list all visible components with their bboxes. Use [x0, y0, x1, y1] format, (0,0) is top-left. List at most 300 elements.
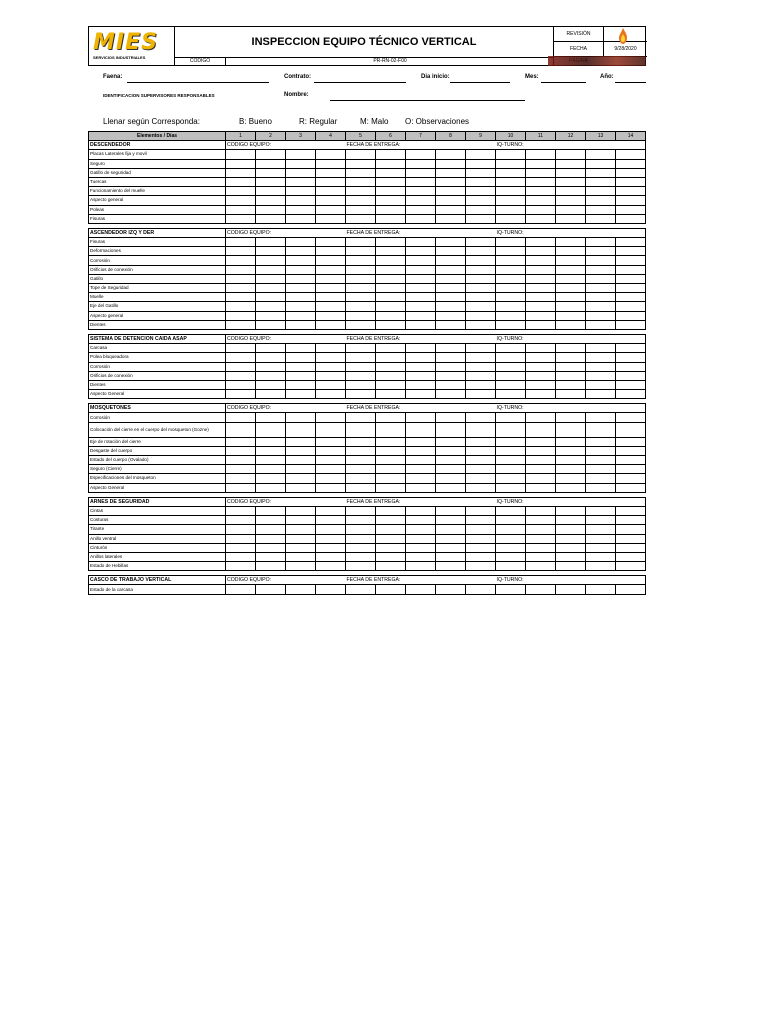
- check-cell-day-7[interactable]: [406, 205, 436, 214]
- check-cell-day-6[interactable]: [376, 456, 406, 465]
- check-cell-day-4[interactable]: [316, 446, 346, 455]
- check-cell-day-14[interactable]: [616, 284, 646, 293]
- check-cell-day-3[interactable]: [286, 413, 316, 422]
- check-cell-day-2[interactable]: [256, 150, 286, 159]
- check-cell-day-1[interactable]: [226, 474, 256, 483]
- check-cell-day-4[interactable]: [316, 437, 346, 446]
- check-cell-day-4[interactable]: [316, 353, 346, 362]
- check-cell-day-2[interactable]: [256, 196, 286, 205]
- check-cell-day-4[interactable]: [316, 562, 346, 571]
- check-cell-day-13[interactable]: [586, 311, 616, 320]
- check-cell-day-4[interactable]: [316, 320, 346, 329]
- check-cell-day-10[interactable]: [496, 534, 526, 543]
- check-cell-day-2[interactable]: [256, 534, 286, 543]
- check-cell-day-11[interactable]: [526, 456, 556, 465]
- check-cell-day-14[interactable]: [616, 265, 646, 274]
- check-cell-day-14[interactable]: [616, 247, 646, 256]
- check-cell-day-3[interactable]: [286, 562, 316, 571]
- check-cell-day-8[interactable]: [436, 390, 466, 399]
- check-cell-day-4[interactable]: [316, 150, 346, 159]
- check-cell-day-5[interactable]: [346, 413, 376, 422]
- check-cell-day-3[interactable]: [286, 483, 316, 492]
- check-cell-day-2[interactable]: [256, 437, 286, 446]
- check-cell-day-10[interactable]: [496, 196, 526, 205]
- check-cell-day-1[interactable]: [226, 247, 256, 256]
- check-cell-day-10[interactable]: [496, 562, 526, 571]
- check-cell-day-8[interactable]: [436, 177, 466, 186]
- check-cell-day-3[interactable]: [286, 177, 316, 186]
- check-cell-day-4[interactable]: [316, 371, 346, 380]
- check-cell-day-1[interactable]: [226, 302, 256, 311]
- check-cell-day-2[interactable]: [256, 344, 286, 353]
- check-cell-day-7[interactable]: [406, 187, 436, 196]
- check-cell-day-8[interactable]: [436, 353, 466, 362]
- check-cell-day-13[interactable]: [586, 371, 616, 380]
- check-cell-day-2[interactable]: [256, 585, 286, 594]
- check-cell-day-14[interactable]: [616, 238, 646, 247]
- check-cell-day-3[interactable]: [286, 150, 316, 159]
- check-cell-day-7[interactable]: [406, 302, 436, 311]
- check-cell-day-8[interactable]: [436, 552, 466, 561]
- check-cell-day-13[interactable]: [586, 265, 616, 274]
- check-cell-day-12[interactable]: [556, 256, 586, 265]
- check-cell-day-2[interactable]: [256, 422, 286, 437]
- check-cell-day-7[interactable]: [406, 177, 436, 186]
- check-cell-day-9[interactable]: [466, 422, 496, 437]
- check-cell-day-3[interactable]: [286, 247, 316, 256]
- check-cell-day-1[interactable]: [226, 390, 256, 399]
- check-cell-day-3[interactable]: [286, 543, 316, 552]
- check-cell-day-2[interactable]: [256, 506, 286, 515]
- check-cell-day-6[interactable]: [376, 465, 406, 474]
- check-cell-day-10[interactable]: [496, 516, 526, 525]
- check-cell-day-6[interactable]: [376, 238, 406, 247]
- check-cell-day-7[interactable]: [406, 265, 436, 274]
- check-cell-day-1[interactable]: [226, 562, 256, 571]
- check-cell-day-6[interactable]: [376, 214, 406, 223]
- check-cell-day-2[interactable]: [256, 562, 286, 571]
- check-cell-day-11[interactable]: [526, 265, 556, 274]
- check-cell-day-13[interactable]: [586, 534, 616, 543]
- check-cell-day-3[interactable]: [286, 380, 316, 389]
- check-cell-day-5[interactable]: [346, 187, 376, 196]
- check-cell-day-13[interactable]: [586, 168, 616, 177]
- check-cell-day-6[interactable]: [376, 437, 406, 446]
- check-cell-day-11[interactable]: [526, 390, 556, 399]
- check-cell-day-3[interactable]: [286, 516, 316, 525]
- check-cell-day-7[interactable]: [406, 516, 436, 525]
- check-cell-day-7[interactable]: [406, 552, 436, 561]
- check-cell-day-8[interactable]: [436, 437, 466, 446]
- check-cell-day-2[interactable]: [256, 187, 286, 196]
- check-cell-day-14[interactable]: [616, 562, 646, 571]
- check-cell-day-7[interactable]: [406, 483, 436, 492]
- check-cell-day-9[interactable]: [466, 150, 496, 159]
- check-cell-day-2[interactable]: [256, 371, 286, 380]
- check-cell-day-8[interactable]: [436, 311, 466, 320]
- check-cell-day-9[interactable]: [466, 474, 496, 483]
- check-cell-day-4[interactable]: [316, 474, 346, 483]
- check-cell-day-10[interactable]: [496, 465, 526, 474]
- check-cell-day-5[interactable]: [346, 552, 376, 561]
- check-cell-day-12[interactable]: [556, 247, 586, 256]
- check-cell-day-2[interactable]: [256, 159, 286, 168]
- check-cell-day-11[interactable]: [526, 437, 556, 446]
- check-cell-day-6[interactable]: [376, 562, 406, 571]
- check-cell-day-9[interactable]: [466, 256, 496, 265]
- check-cell-day-11[interactable]: [526, 302, 556, 311]
- check-cell-day-6[interactable]: [376, 371, 406, 380]
- check-cell-day-14[interactable]: [616, 344, 646, 353]
- check-cell-day-8[interactable]: [436, 247, 466, 256]
- check-cell-day-12[interactable]: [556, 168, 586, 177]
- check-cell-day-6[interactable]: [376, 344, 406, 353]
- check-cell-day-2[interactable]: [256, 353, 286, 362]
- check-cell-day-6[interactable]: [376, 543, 406, 552]
- check-cell-day-14[interactable]: [616, 311, 646, 320]
- check-cell-day-9[interactable]: [466, 214, 496, 223]
- check-cell-day-10[interactable]: [496, 474, 526, 483]
- check-cell-day-6[interactable]: [376, 274, 406, 283]
- check-cell-day-14[interactable]: [616, 534, 646, 543]
- check-cell-day-10[interactable]: [496, 284, 526, 293]
- check-cell-day-9[interactable]: [466, 284, 496, 293]
- check-cell-day-7[interactable]: [406, 274, 436, 283]
- check-cell-day-8[interactable]: [436, 196, 466, 205]
- check-cell-day-5[interactable]: [346, 506, 376, 515]
- check-cell-day-9[interactable]: [466, 390, 496, 399]
- check-cell-day-1[interactable]: [226, 422, 256, 437]
- check-cell-day-13[interactable]: [586, 274, 616, 283]
- check-cell-day-10[interactable]: [496, 483, 526, 492]
- check-cell-day-2[interactable]: [256, 302, 286, 311]
- check-cell-day-3[interactable]: [286, 196, 316, 205]
- check-cell-day-12[interactable]: [556, 562, 586, 571]
- check-cell-day-1[interactable]: [226, 465, 256, 474]
- check-cell-day-13[interactable]: [586, 284, 616, 293]
- check-cell-day-6[interactable]: [376, 474, 406, 483]
- check-cell-day-14[interactable]: [616, 390, 646, 399]
- check-cell-day-11[interactable]: [526, 371, 556, 380]
- check-cell-day-1[interactable]: [226, 506, 256, 515]
- check-cell-day-11[interactable]: [526, 446, 556, 455]
- check-cell-day-13[interactable]: [586, 205, 616, 214]
- check-cell-day-11[interactable]: [526, 205, 556, 214]
- check-cell-day-1[interactable]: [226, 362, 256, 371]
- check-cell-day-2[interactable]: [256, 380, 286, 389]
- nombre-field[interactable]: [330, 100, 525, 101]
- check-cell-day-14[interactable]: [616, 214, 646, 223]
- check-cell-day-11[interactable]: [526, 344, 556, 353]
- check-cell-day-1[interactable]: [226, 205, 256, 214]
- check-cell-day-8[interactable]: [436, 265, 466, 274]
- check-cell-day-10[interactable]: [496, 506, 526, 515]
- check-cell-day-12[interactable]: [556, 380, 586, 389]
- check-cell-day-13[interactable]: [586, 456, 616, 465]
- check-cell-day-4[interactable]: [316, 159, 346, 168]
- check-cell-day-6[interactable]: [376, 150, 406, 159]
- check-cell-day-1[interactable]: [226, 187, 256, 196]
- check-cell-day-13[interactable]: [586, 187, 616, 196]
- check-cell-day-6[interactable]: [376, 187, 406, 196]
- check-cell-day-2[interactable]: [256, 552, 286, 561]
- check-cell-day-14[interactable]: [616, 585, 646, 594]
- check-cell-day-14[interactable]: [616, 168, 646, 177]
- check-cell-day-7[interactable]: [406, 534, 436, 543]
- check-cell-day-7[interactable]: [406, 380, 436, 389]
- check-cell-day-7[interactable]: [406, 437, 436, 446]
- check-cell-day-5[interactable]: [346, 585, 376, 594]
- check-cell-day-11[interactable]: [526, 413, 556, 422]
- check-cell-day-4[interactable]: [316, 274, 346, 283]
- check-cell-day-3[interactable]: [286, 311, 316, 320]
- check-cell-day-12[interactable]: [556, 552, 586, 561]
- check-cell-day-4[interactable]: [316, 187, 346, 196]
- check-cell-day-10[interactable]: [496, 302, 526, 311]
- check-cell-day-7[interactable]: [406, 585, 436, 594]
- check-cell-day-6[interactable]: [376, 311, 406, 320]
- check-cell-day-11[interactable]: [526, 516, 556, 525]
- check-cell-day-9[interactable]: [466, 159, 496, 168]
- check-cell-day-10[interactable]: [496, 205, 526, 214]
- check-cell-day-11[interactable]: [526, 353, 556, 362]
- check-cell-day-3[interactable]: [286, 274, 316, 283]
- check-cell-day-13[interactable]: [586, 353, 616, 362]
- check-cell-day-11[interactable]: [526, 483, 556, 492]
- check-cell-day-13[interactable]: [586, 585, 616, 594]
- check-cell-day-11[interactable]: [526, 474, 556, 483]
- check-cell-day-11[interactable]: [526, 293, 556, 302]
- check-cell-day-9[interactable]: [466, 516, 496, 525]
- check-cell-day-3[interactable]: [286, 265, 316, 274]
- check-cell-day-8[interactable]: [436, 422, 466, 437]
- check-cell-day-2[interactable]: [256, 320, 286, 329]
- check-cell-day-9[interactable]: [466, 247, 496, 256]
- check-cell-day-12[interactable]: [556, 274, 586, 283]
- check-cell-day-8[interactable]: [436, 320, 466, 329]
- check-cell-day-14[interactable]: [616, 302, 646, 311]
- check-cell-day-5[interactable]: [346, 344, 376, 353]
- check-cell-day-11[interactable]: [526, 187, 556, 196]
- check-cell-day-3[interactable]: [286, 446, 316, 455]
- check-cell-day-6[interactable]: [376, 265, 406, 274]
- check-cell-day-10[interactable]: [496, 390, 526, 399]
- check-cell-day-13[interactable]: [586, 422, 616, 437]
- check-cell-day-14[interactable]: [616, 293, 646, 302]
- check-cell-day-4[interactable]: [316, 483, 346, 492]
- check-cell-day-5[interactable]: [346, 380, 376, 389]
- check-cell-day-14[interactable]: [616, 543, 646, 552]
- check-cell-day-12[interactable]: [556, 390, 586, 399]
- check-cell-day-12[interactable]: [556, 516, 586, 525]
- check-cell-day-6[interactable]: [376, 534, 406, 543]
- check-cell-day-14[interactable]: [616, 483, 646, 492]
- check-cell-day-14[interactable]: [616, 552, 646, 561]
- check-cell-day-14[interactable]: [616, 380, 646, 389]
- check-cell-day-10[interactable]: [496, 274, 526, 283]
- check-cell-day-4[interactable]: [316, 256, 346, 265]
- check-cell-day-9[interactable]: [466, 437, 496, 446]
- check-cell-day-2[interactable]: [256, 256, 286, 265]
- check-cell-day-11[interactable]: [526, 256, 556, 265]
- check-cell-day-2[interactable]: [256, 413, 286, 422]
- check-cell-day-9[interactable]: [466, 353, 496, 362]
- check-cell-day-13[interactable]: [586, 483, 616, 492]
- check-cell-day-12[interactable]: [556, 238, 586, 247]
- check-cell-day-14[interactable]: [616, 150, 646, 159]
- check-cell-day-2[interactable]: [256, 168, 286, 177]
- check-cell-day-5[interactable]: [346, 205, 376, 214]
- check-cell-day-10[interactable]: [496, 214, 526, 223]
- check-cell-day-7[interactable]: [406, 465, 436, 474]
- check-cell-day-9[interactable]: [466, 446, 496, 455]
- check-cell-day-7[interactable]: [406, 474, 436, 483]
- check-cell-day-7[interactable]: [406, 525, 436, 534]
- check-cell-day-6[interactable]: [376, 585, 406, 594]
- check-cell-day-14[interactable]: [616, 516, 646, 525]
- dia-inicio-field[interactable]: [450, 82, 510, 83]
- check-cell-day-9[interactable]: [466, 311, 496, 320]
- check-cell-day-6[interactable]: [376, 159, 406, 168]
- check-cell-day-12[interactable]: [556, 311, 586, 320]
- check-cell-day-9[interactable]: [466, 465, 496, 474]
- check-cell-day-7[interactable]: [406, 320, 436, 329]
- check-cell-day-8[interactable]: [436, 585, 466, 594]
- check-cell-day-7[interactable]: [406, 284, 436, 293]
- check-cell-day-2[interactable]: [256, 446, 286, 455]
- check-cell-day-1[interactable]: [226, 265, 256, 274]
- check-cell-day-13[interactable]: [586, 465, 616, 474]
- check-cell-day-4[interactable]: [316, 284, 346, 293]
- check-cell-day-2[interactable]: [256, 465, 286, 474]
- check-cell-day-9[interactable]: [466, 238, 496, 247]
- check-cell-day-8[interactable]: [436, 506, 466, 515]
- check-cell-day-14[interactable]: [616, 474, 646, 483]
- check-cell-day-2[interactable]: [256, 525, 286, 534]
- check-cell-day-2[interactable]: [256, 274, 286, 283]
- check-cell-day-9[interactable]: [466, 525, 496, 534]
- check-cell-day-9[interactable]: [466, 371, 496, 380]
- check-cell-day-12[interactable]: [556, 150, 586, 159]
- check-cell-day-9[interactable]: [466, 265, 496, 274]
- check-cell-day-13[interactable]: [586, 380, 616, 389]
- check-cell-day-5[interactable]: [346, 256, 376, 265]
- check-cell-day-7[interactable]: [406, 543, 436, 552]
- check-cell-day-7[interactable]: [406, 238, 436, 247]
- check-cell-day-1[interactable]: [226, 159, 256, 168]
- check-cell-day-10[interactable]: [496, 353, 526, 362]
- check-cell-day-14[interactable]: [616, 437, 646, 446]
- check-cell-day-2[interactable]: [256, 474, 286, 483]
- check-cell-day-1[interactable]: [226, 177, 256, 186]
- check-cell-day-10[interactable]: [496, 552, 526, 561]
- check-cell-day-10[interactable]: [496, 247, 526, 256]
- check-cell-day-1[interactable]: [226, 284, 256, 293]
- check-cell-day-7[interactable]: [406, 311, 436, 320]
- check-cell-day-1[interactable]: [226, 214, 256, 223]
- check-cell-day-4[interactable]: [316, 585, 346, 594]
- check-cell-day-11[interactable]: [526, 214, 556, 223]
- check-cell-day-5[interactable]: [346, 446, 376, 455]
- check-cell-day-12[interactable]: [556, 302, 586, 311]
- check-cell-day-7[interactable]: [406, 422, 436, 437]
- check-cell-day-5[interactable]: [346, 353, 376, 362]
- check-cell-day-1[interactable]: [226, 274, 256, 283]
- check-cell-day-6[interactable]: [376, 293, 406, 302]
- check-cell-day-6[interactable]: [376, 362, 406, 371]
- check-cell-day-8[interactable]: [436, 483, 466, 492]
- check-cell-day-12[interactable]: [556, 543, 586, 552]
- check-cell-day-12[interactable]: [556, 413, 586, 422]
- check-cell-day-5[interactable]: [346, 474, 376, 483]
- check-cell-day-11[interactable]: [526, 238, 556, 247]
- check-cell-day-3[interactable]: [286, 525, 316, 534]
- check-cell-day-8[interactable]: [436, 205, 466, 214]
- check-cell-day-5[interactable]: [346, 456, 376, 465]
- check-cell-day-8[interactable]: [436, 302, 466, 311]
- check-cell-day-13[interactable]: [586, 150, 616, 159]
- check-cell-day-4[interactable]: [316, 422, 346, 437]
- check-cell-day-3[interactable]: [286, 238, 316, 247]
- check-cell-day-13[interactable]: [586, 159, 616, 168]
- check-cell-day-7[interactable]: [406, 247, 436, 256]
- check-cell-day-13[interactable]: [586, 562, 616, 571]
- check-cell-day-1[interactable]: [226, 456, 256, 465]
- check-cell-day-6[interactable]: [376, 380, 406, 389]
- check-cell-day-14[interactable]: [616, 196, 646, 205]
- check-cell-day-2[interactable]: [256, 543, 286, 552]
- check-cell-day-11[interactable]: [526, 168, 556, 177]
- check-cell-day-11[interactable]: [526, 525, 556, 534]
- check-cell-day-6[interactable]: [376, 284, 406, 293]
- check-cell-day-3[interactable]: [286, 437, 316, 446]
- check-cell-day-5[interactable]: [346, 534, 376, 543]
- check-cell-day-14[interactable]: [616, 446, 646, 455]
- check-cell-day-5[interactable]: [346, 214, 376, 223]
- check-cell-day-12[interactable]: [556, 187, 586, 196]
- check-cell-day-6[interactable]: [376, 168, 406, 177]
- check-cell-day-7[interactable]: [406, 353, 436, 362]
- check-cell-day-3[interactable]: [286, 371, 316, 380]
- check-cell-day-12[interactable]: [556, 362, 586, 371]
- check-cell-day-8[interactable]: [436, 168, 466, 177]
- check-cell-day-10[interactable]: [496, 256, 526, 265]
- check-cell-day-7[interactable]: [406, 446, 436, 455]
- check-cell-day-5[interactable]: [346, 437, 376, 446]
- check-cell-day-1[interactable]: [226, 534, 256, 543]
- check-cell-day-2[interactable]: [256, 265, 286, 274]
- check-cell-day-2[interactable]: [256, 284, 286, 293]
- check-cell-day-4[interactable]: [316, 525, 346, 534]
- check-cell-day-13[interactable]: [586, 247, 616, 256]
- check-cell-day-11[interactable]: [526, 534, 556, 543]
- check-cell-day-13[interactable]: [586, 437, 616, 446]
- check-cell-day-7[interactable]: [406, 196, 436, 205]
- check-cell-day-1[interactable]: [226, 413, 256, 422]
- check-cell-day-8[interactable]: [436, 413, 466, 422]
- check-cell-day-10[interactable]: [496, 422, 526, 437]
- check-cell-day-6[interactable]: [376, 516, 406, 525]
- check-cell-day-4[interactable]: [316, 362, 346, 371]
- check-cell-day-11[interactable]: [526, 585, 556, 594]
- check-cell-day-6[interactable]: [376, 446, 406, 455]
- check-cell-day-14[interactable]: [616, 506, 646, 515]
- check-cell-day-4[interactable]: [316, 311, 346, 320]
- check-cell-day-8[interactable]: [436, 159, 466, 168]
- check-cell-day-5[interactable]: [346, 265, 376, 274]
- check-cell-day-4[interactable]: [316, 465, 346, 474]
- check-cell-day-3[interactable]: [286, 320, 316, 329]
